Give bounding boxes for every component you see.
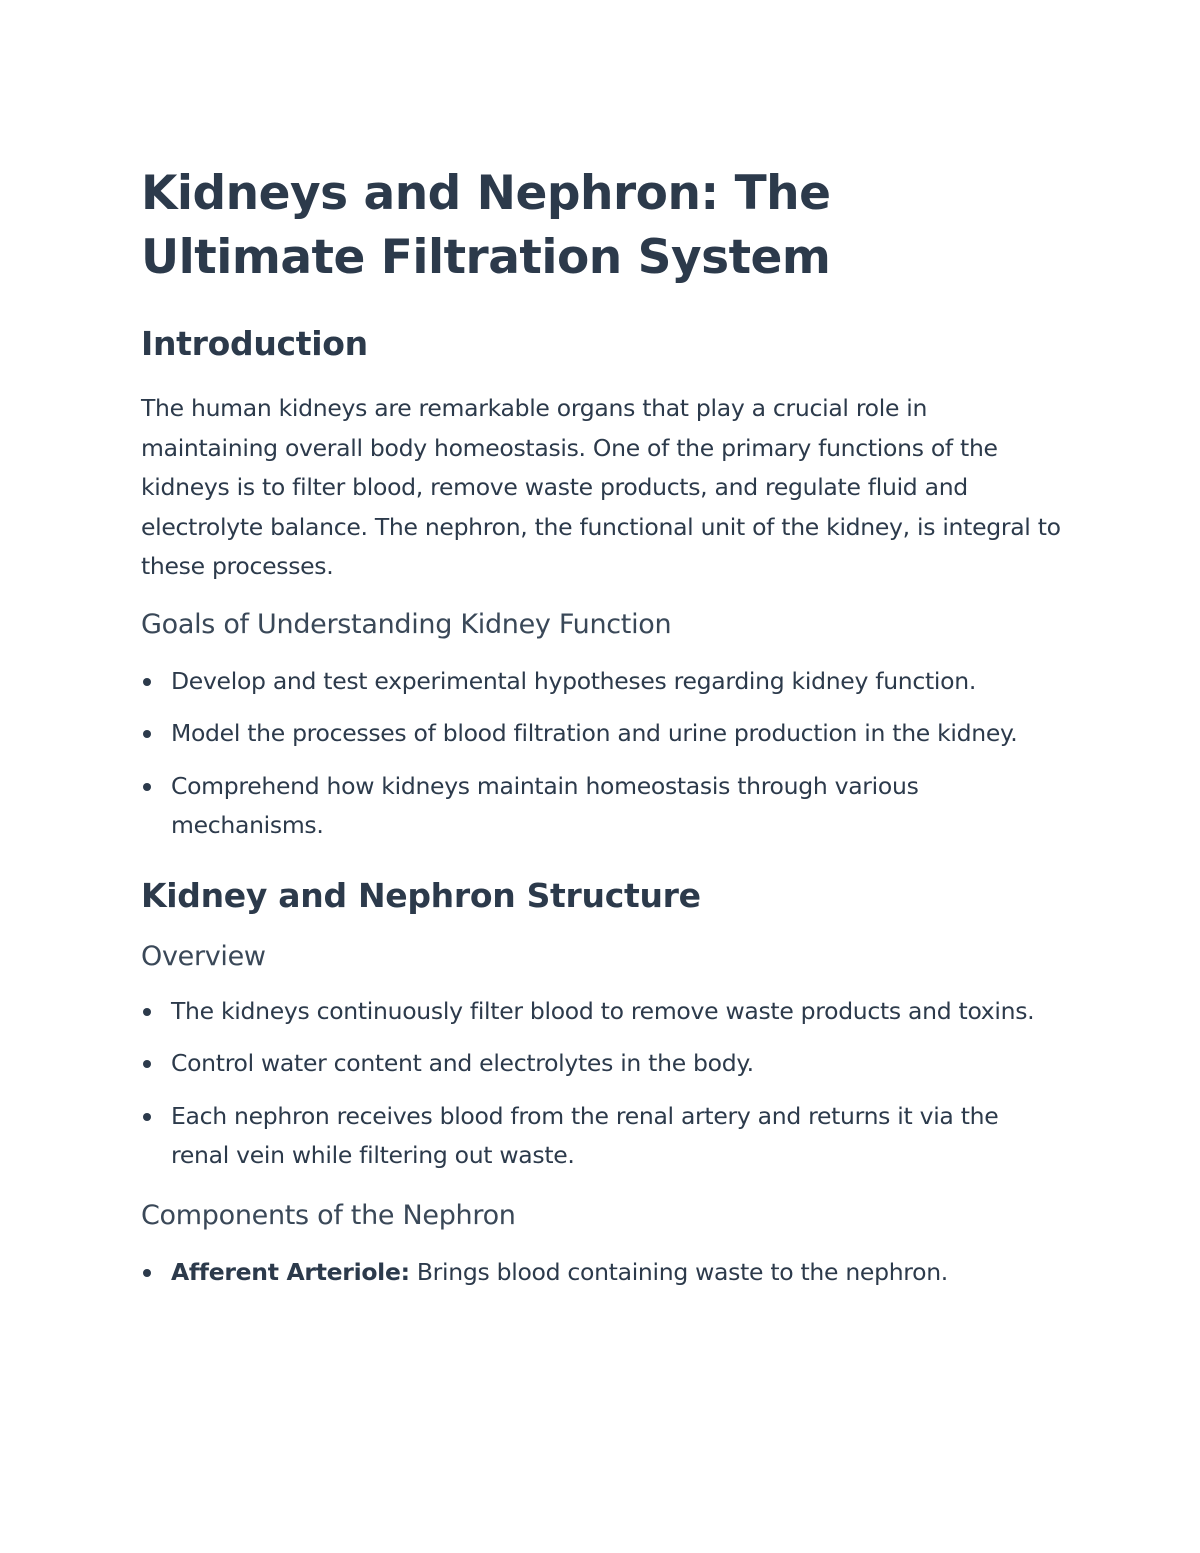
bullet-icon [143, 678, 151, 686]
bullet-icon [143, 1008, 151, 1016]
bullet-icon [143, 783, 151, 791]
bullet-icon [143, 1060, 151, 1068]
subheading-goals: Goals of Understanding Kidney Function [141, 608, 672, 640]
component-description: Brings blood containing waste to the nephron. [409, 1257, 948, 1286]
list-item [141, 1097, 1061, 1176]
bullet-icon [143, 730, 151, 738]
list-item-text: Develop and test experimental hypotheses regarding kidney function. [171, 666, 976, 695]
list-item-text: Model the processes of blood filtration and urine production in the kidney. [171, 719, 1018, 747]
document-page [141, 162, 1061, 1292]
component-term: Afferent Arteriole: [171, 1257, 410, 1286]
list-item [141, 1044, 1061, 1084]
bullet-icon [143, 1113, 151, 1121]
list-item [141, 767, 1061, 846]
list-item [141, 714, 1061, 754]
subheading-components: Components of the Nephron [141, 1199, 516, 1231]
goals-list [141, 662, 1061, 846]
list-item-text: The kidneys continuously filter blood to remove waste products and toxins. [171, 996, 1035, 1025]
introduction-paragraph: The human kidneys are remarkable organs that play a crucial role in maintaining overall body homeostasis. One of the primary functions of the kidneys is to filter blood, remove waste products, and regulate fluid and electrolyte balance. The nephron, the functional unit of the kidney, is integral to these processes. [141, 394, 1061, 580]
list-item [141, 1253, 1061, 1293]
section-heading-introduction: Introduction [141, 324, 368, 363]
list-item-text: Each nephron receives blood from the renal artery and returns it via the renal vein while filtering out waste. [171, 1101, 999, 1169]
subheading-overview: Overview [141, 940, 266, 972]
list-item-text: Comprehend how kidneys maintain homeostasis through various mechanisms. [171, 771, 919, 839]
section-heading-structure: Kidney and Nephron Structure [141, 875, 701, 915]
document-title: Kidneys and Nephron: The Ultimate Filtration System [141, 166, 831, 285]
overview-list [141, 992, 1061, 1176]
components-list [141, 1253, 1061, 1293]
bullet-icon [143, 1269, 151, 1277]
list-item [141, 662, 1061, 702]
list-item [141, 992, 1061, 1032]
list-item-text: Control water content and electrolytes in the body. [171, 1049, 754, 1077]
